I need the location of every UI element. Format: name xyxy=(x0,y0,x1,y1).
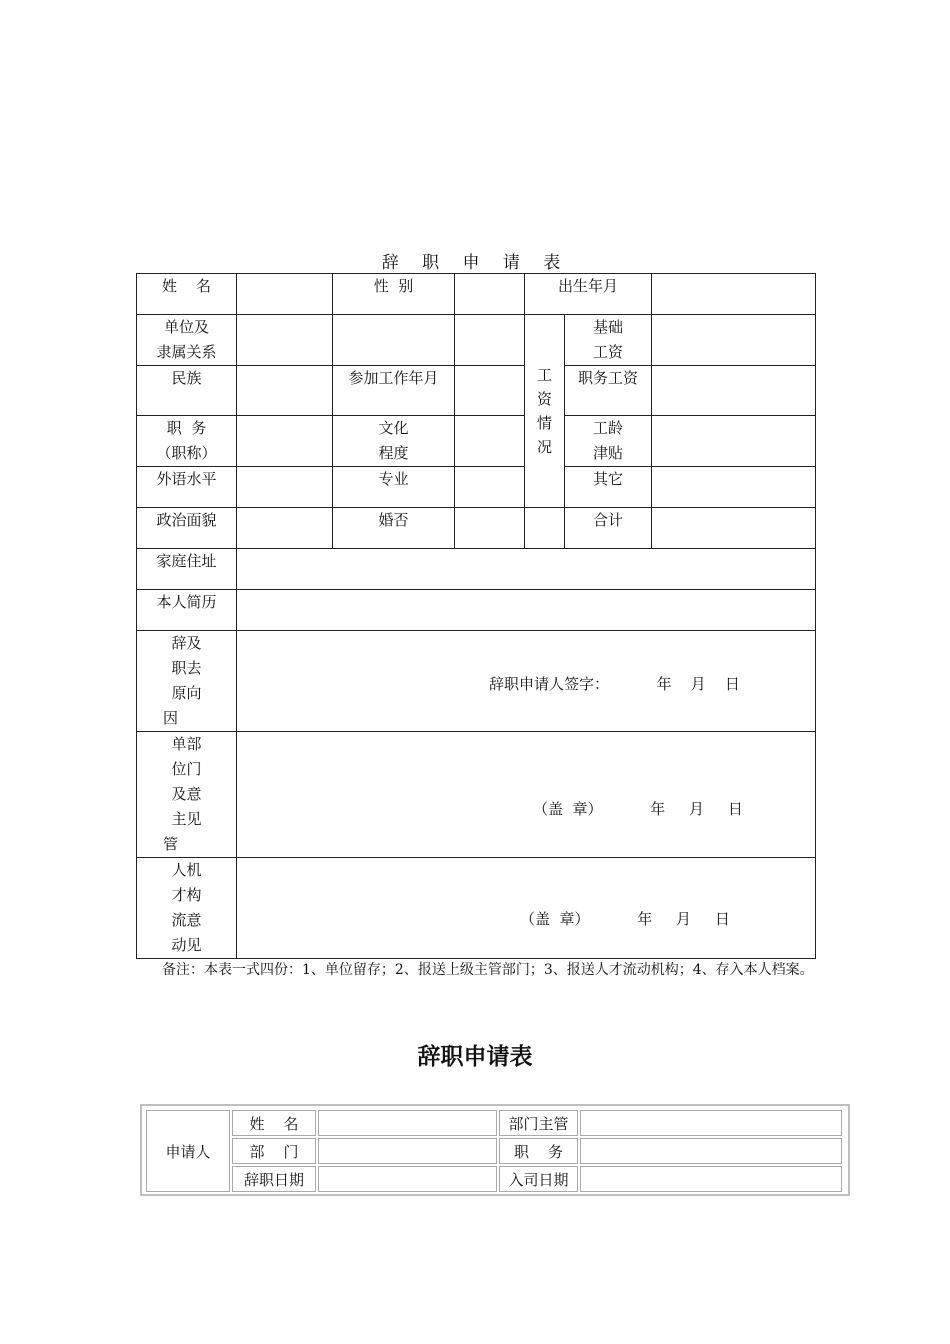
label-political: 政治面貌 xyxy=(137,508,237,549)
label-gender: 性 别 xyxy=(333,274,455,315)
unit-seal-line: （盖 章） 年 月 日 xyxy=(533,800,743,818)
label-name: 姓 名 xyxy=(137,274,237,315)
form2-field-supervisor[interactable] xyxy=(580,1110,842,1136)
field-unit[interactable] xyxy=(237,315,333,366)
label-total: 合计 xyxy=(565,508,652,549)
field-major[interactable] xyxy=(455,467,525,508)
label-language: 外语水平 xyxy=(137,467,237,508)
label-duty-salary: 职务工资 xyxy=(565,366,652,416)
field-resume[interactable] xyxy=(237,590,816,631)
field-unit-extra[interactable] xyxy=(333,315,455,366)
form2-table xyxy=(144,1108,844,1194)
label-basic-salary: 基础 工资 xyxy=(565,315,652,366)
form2-label-name: 姓 名 xyxy=(232,1110,316,1136)
field-education[interactable] xyxy=(455,416,525,467)
field-birth[interactable] xyxy=(652,274,816,315)
label-married: 婚否 xyxy=(333,508,455,549)
label-work-start: 参加工作年月 xyxy=(333,366,455,416)
form2-field-dept[interactable] xyxy=(318,1138,497,1164)
resignation-form-table xyxy=(136,273,816,959)
label-position: 职 务 （职称） xyxy=(137,416,237,467)
label-birth: 出生年月 xyxy=(525,274,652,315)
field-seniority[interactable] xyxy=(652,416,816,467)
salary-spacer xyxy=(525,508,565,549)
form2-field-resign-date[interactable] xyxy=(318,1166,497,1192)
label-talent-opinion: 人机 才构 流意 动见 xyxy=(137,858,237,959)
form2-label-resign-date: 辞职日期 xyxy=(232,1166,316,1192)
label-resume: 本人简历 xyxy=(137,590,237,631)
label-salary: 工资情况 xyxy=(525,315,565,508)
field-work-start[interactable] xyxy=(455,366,525,416)
label-unit: 单位及 隶属关系 xyxy=(137,315,237,366)
field-ethnic[interactable] xyxy=(237,366,333,416)
field-political[interactable] xyxy=(237,508,333,549)
form2-label-join-date: 入司日期 xyxy=(499,1166,578,1192)
label-reason: 辞及 职去 原向 因 xyxy=(137,631,237,732)
talent-seal-line: （盖 章） 年 月 日 xyxy=(520,910,730,928)
field-gender[interactable] xyxy=(455,274,525,315)
field-married[interactable] xyxy=(455,508,525,549)
field-basic-salary[interactable] xyxy=(652,315,816,366)
field-position[interactable] xyxy=(237,416,333,467)
field-talent-opinion[interactable] xyxy=(237,858,816,959)
form2-field-name[interactable] xyxy=(318,1110,497,1136)
form1-note: 备注：本表一式四份：1、单位留存；2、报送上级主管部门；3、报送人才流动机构；4、存入本人档案。 xyxy=(162,962,814,978)
form2-label-position: 职 务 xyxy=(499,1138,578,1164)
label-education: 文化 程度 xyxy=(333,416,455,467)
form2-label-dept: 部 门 xyxy=(232,1138,316,1164)
label-major: 专业 xyxy=(333,467,455,508)
field-total[interactable] xyxy=(652,508,816,549)
label-address: 家庭住址 xyxy=(137,549,237,590)
form2-frame xyxy=(140,1104,850,1196)
form2-field-join-date[interactable] xyxy=(580,1166,842,1192)
form1-title: 辞 职 申 请 表 xyxy=(381,253,570,273)
field-unit-opinion[interactable] xyxy=(237,732,816,858)
label-unit-opinion: 单部 位门 及意 主见 管 xyxy=(137,732,237,858)
field-duty-salary[interactable] xyxy=(652,366,816,416)
field-other[interactable] xyxy=(652,467,816,508)
field-unit-extra-2[interactable] xyxy=(455,315,525,366)
applicant-signature-line: 辞职申请人签字： 年 月 日 xyxy=(489,675,740,693)
form2-label-supervisor: 部门主管 xyxy=(499,1110,578,1136)
label-seniority: 工龄 津贴 xyxy=(565,416,652,467)
label-ethnic: 民族 xyxy=(137,366,237,416)
field-reason[interactable] xyxy=(237,631,816,732)
field-address[interactable] xyxy=(237,549,816,590)
field-language[interactable] xyxy=(237,467,333,508)
label-other: 其它 xyxy=(565,467,652,508)
form2-field-position[interactable] xyxy=(580,1138,842,1164)
label-applicant: 申请人 xyxy=(146,1110,230,1192)
form2-title: 辞职申请表 xyxy=(417,1044,533,1070)
field-name[interactable] xyxy=(237,274,333,315)
